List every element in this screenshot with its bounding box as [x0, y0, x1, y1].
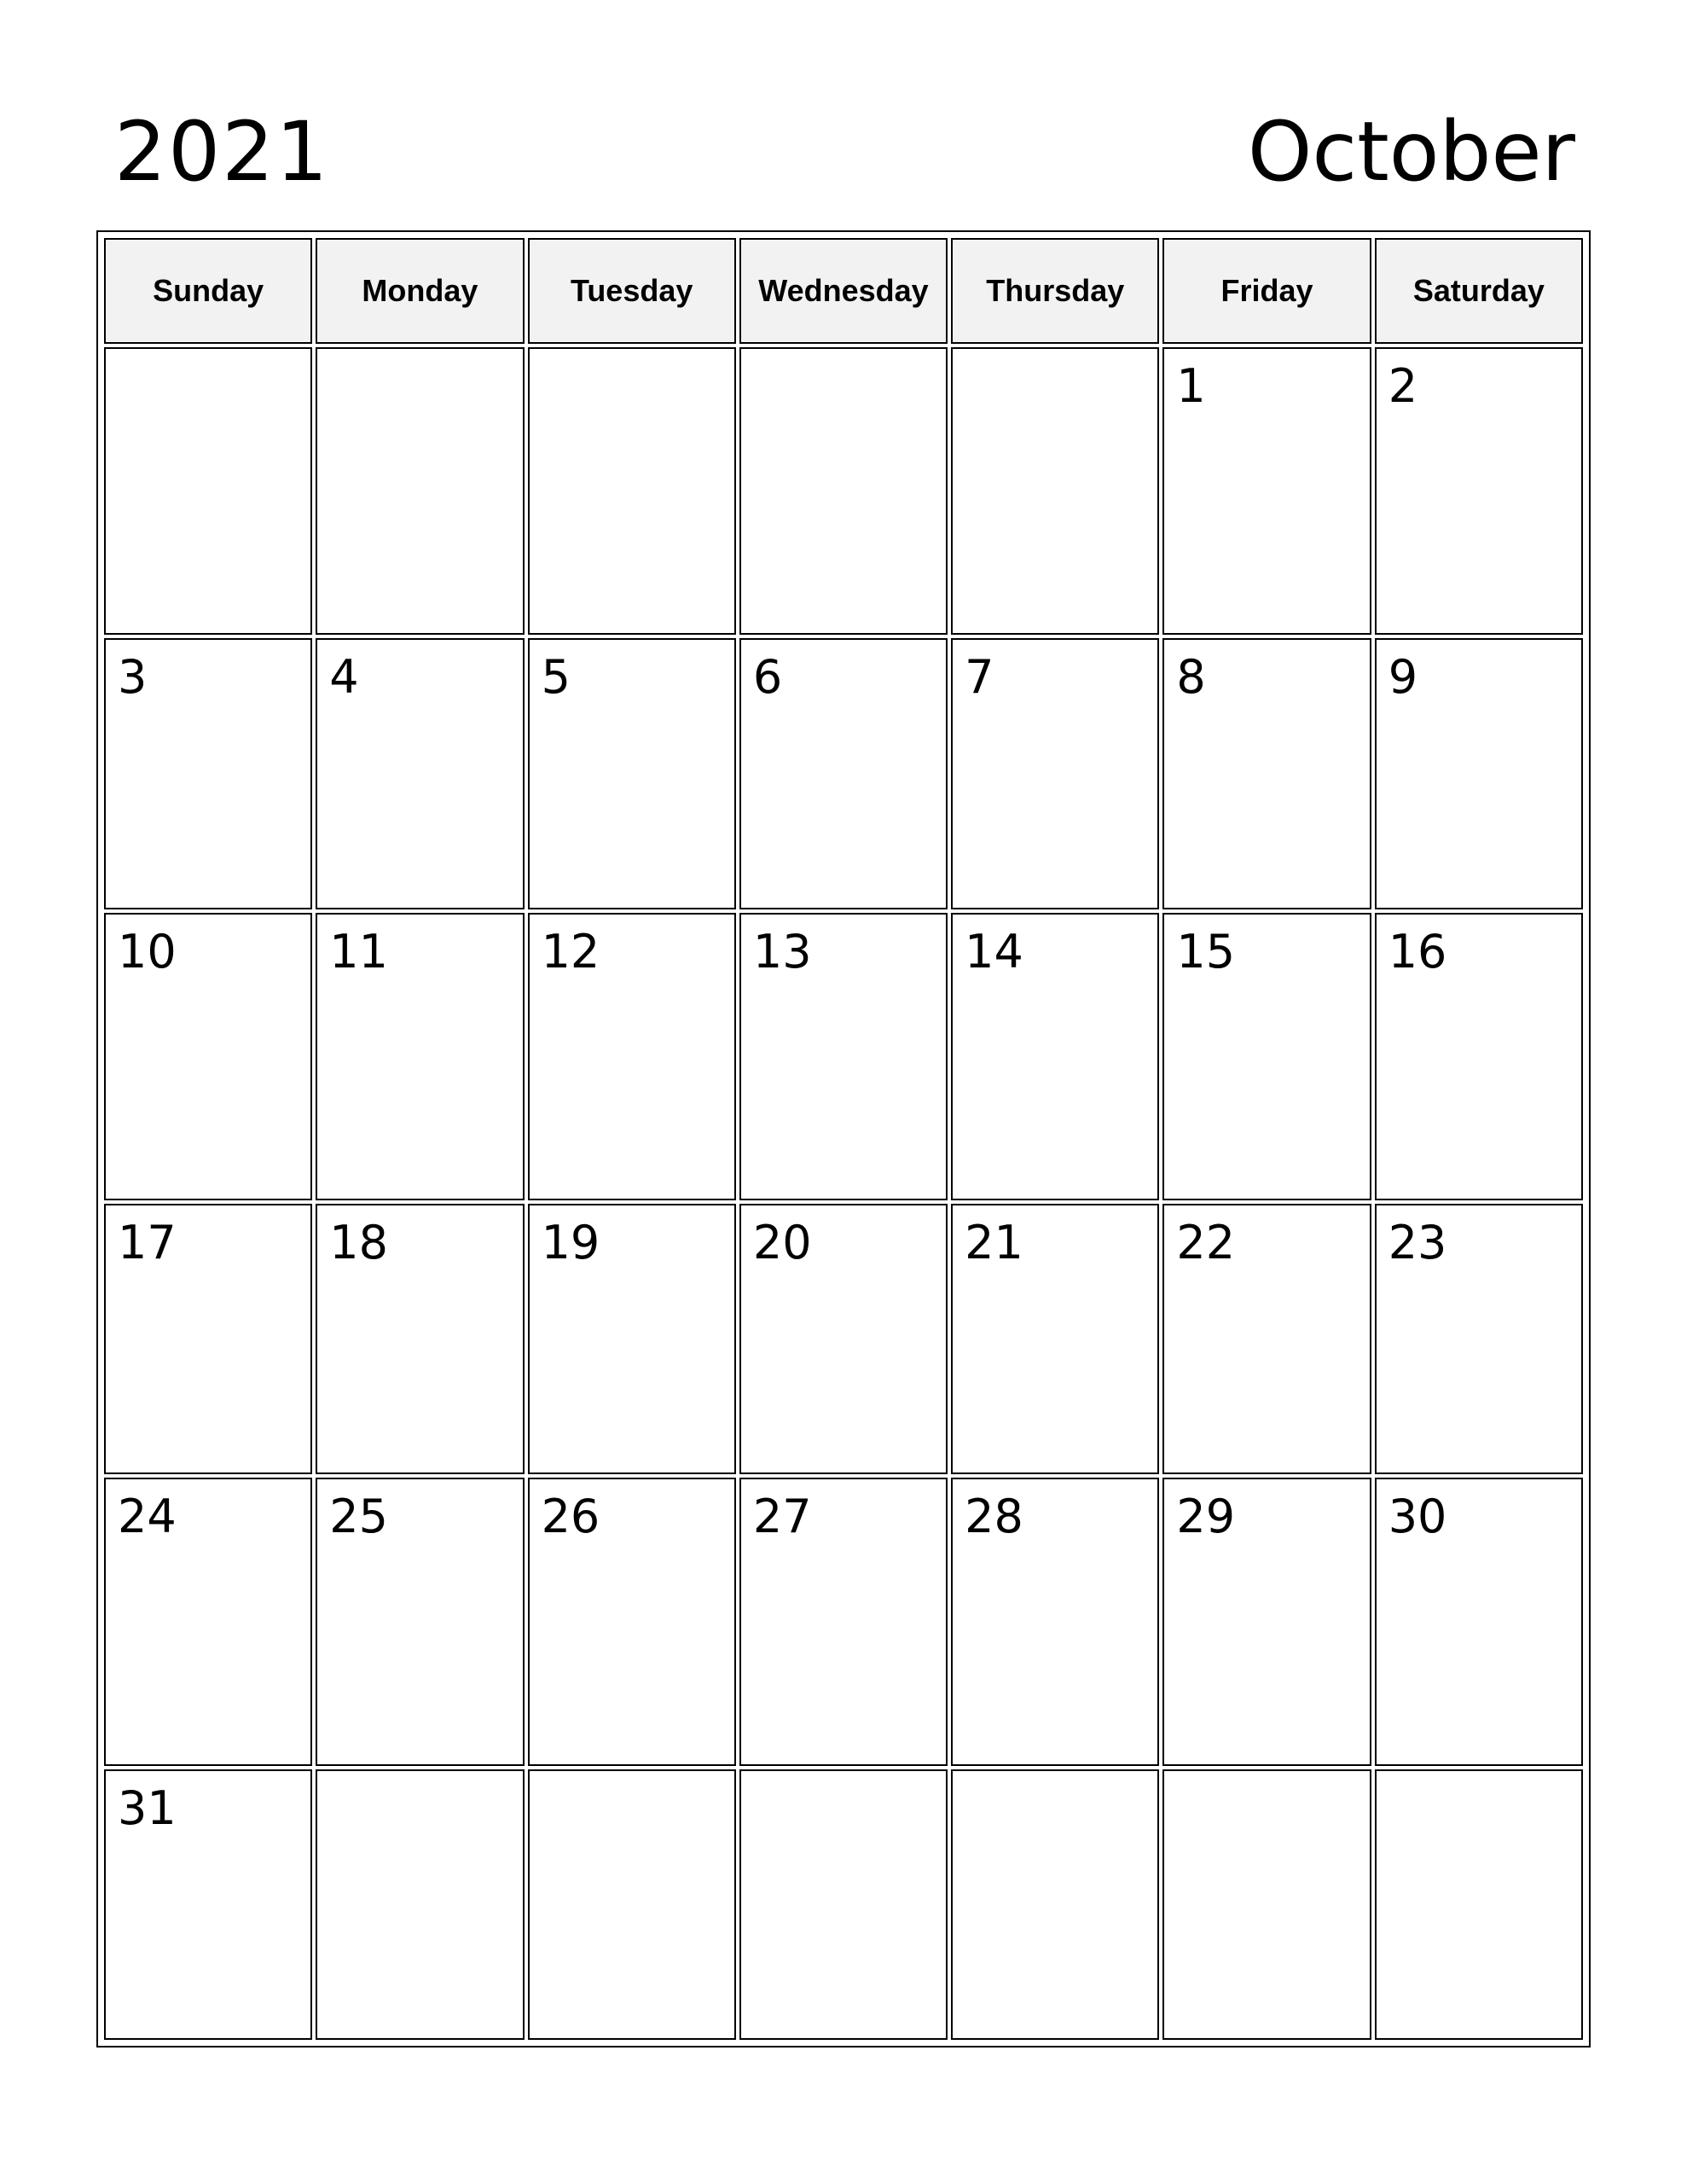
- day-cell: [1375, 1204, 1583, 1474]
- day-cell: [316, 638, 524, 909]
- month-title: October: [1247, 104, 1575, 200]
- day-cell: [104, 347, 312, 635]
- day-number: 25: [329, 1490, 388, 1544]
- day-number: [953, 1771, 1157, 1783]
- day-number: 19: [541, 1216, 600, 1270]
- day-number: [741, 1771, 946, 1783]
- day-cell: [104, 1478, 312, 1765]
- day-number: 16: [1388, 924, 1447, 979]
- day-cell: [1162, 1769, 1371, 2040]
- day-cell: [1162, 347, 1371, 635]
- weekday-saturday: Saturday: [1375, 238, 1583, 344]
- day-cell: [739, 347, 948, 635]
- day-cell: [316, 1204, 524, 1474]
- day-number: 14: [965, 924, 1023, 979]
- day-cell: [739, 1478, 948, 1765]
- day-cell: [1162, 1204, 1371, 1474]
- day-cell: [951, 1769, 1159, 2040]
- day-cell: [104, 1204, 312, 1474]
- day-number: 24: [118, 1490, 177, 1544]
- day-number: 26: [541, 1490, 600, 1544]
- day-number: 31: [118, 1780, 177, 1835]
- day-cell: [316, 1769, 524, 2040]
- day-number: 18: [329, 1216, 388, 1270]
- day-cell: [1375, 638, 1583, 909]
- day-cell: [739, 638, 948, 909]
- day-cell: [528, 1204, 736, 1474]
- day-cell: [1375, 347, 1583, 635]
- day-number: 9: [1388, 650, 1418, 705]
- day-number: 11: [329, 924, 388, 979]
- day-number: 6: [752, 650, 783, 705]
- day-number: [317, 1771, 522, 1783]
- weekday-tuesday: Tuesday: [528, 238, 736, 344]
- day-number: 2: [1388, 359, 1418, 413]
- weekday-friday: Friday: [1162, 238, 1371, 344]
- day-cell: [104, 1769, 312, 2040]
- day-cell: [1375, 1769, 1583, 2040]
- day-cell: [1375, 1478, 1583, 1765]
- day-cell: [951, 347, 1159, 635]
- day-cell: [316, 1478, 524, 1765]
- week-row: [104, 347, 1583, 635]
- day-number: [530, 349, 734, 361]
- week-row: [104, 1204, 1583, 1474]
- calendar-grid: [96, 230, 1591, 2048]
- day-number: 28: [965, 1490, 1023, 1544]
- day-number: 15: [1176, 924, 1236, 979]
- day-number: 12: [541, 924, 600, 979]
- day-number: 23: [1388, 1216, 1447, 1270]
- day-number: 30: [1388, 1490, 1447, 1544]
- day-cell: [316, 913, 524, 1200]
- day-cell: [528, 913, 736, 1200]
- day-number: 13: [752, 924, 812, 979]
- day-cell: [104, 913, 312, 1200]
- day-cell: [951, 913, 1159, 1200]
- day-number: [106, 349, 310, 361]
- day-number: 5: [541, 650, 571, 705]
- day-number: 27: [752, 1490, 812, 1544]
- day-number: 4: [329, 650, 359, 705]
- day-number: 1: [1176, 359, 1206, 413]
- day-cell: [1162, 638, 1371, 909]
- day-number: [317, 349, 522, 361]
- day-number: 22: [1176, 1216, 1236, 1270]
- day-number: 20: [752, 1216, 812, 1270]
- week-row: [104, 913, 1583, 1200]
- day-cell: [528, 638, 736, 909]
- day-cell: [528, 1478, 736, 1765]
- weekday-sunday: Sunday: [104, 238, 312, 344]
- day-cell: [739, 1204, 948, 1474]
- day-number: [953, 349, 1157, 361]
- day-number: [1377, 1771, 1581, 1783]
- day-number: 10: [118, 924, 177, 979]
- day-cell: [951, 638, 1159, 909]
- day-cell: [951, 1204, 1159, 1474]
- day-cell: [1375, 913, 1583, 1200]
- day-number: 29: [1176, 1490, 1236, 1544]
- day-number: 21: [965, 1216, 1023, 1270]
- day-number: [1164, 1771, 1369, 1783]
- day-cell: [739, 913, 948, 1200]
- weekday-header-row: [104, 238, 1583, 344]
- day-number: 8: [1176, 650, 1206, 705]
- weekday-monday: Monday: [316, 238, 524, 344]
- day-cell: [104, 638, 312, 909]
- day-cell: [528, 347, 736, 635]
- day-cell: [316, 347, 524, 635]
- day-number: [530, 1771, 734, 1783]
- weekday-thursday: Thursday: [951, 238, 1159, 344]
- week-row: [104, 1769, 1583, 2040]
- year-title: 2021: [114, 104, 330, 200]
- day-number: 7: [965, 650, 994, 705]
- day-cell: [1162, 913, 1371, 1200]
- calendar-table: [101, 235, 1586, 2043]
- day-cell: [951, 1478, 1159, 1765]
- weekday-wednesday: Wednesday: [739, 238, 948, 344]
- week-row: [104, 1478, 1583, 1765]
- day-cell: [1162, 1478, 1371, 1765]
- week-row: [104, 638, 1583, 909]
- day-number: 3: [118, 650, 148, 705]
- day-cell: [739, 1769, 948, 2040]
- day-number: [741, 349, 946, 361]
- day-number: 17: [118, 1216, 177, 1270]
- day-cell: [528, 1769, 736, 2040]
